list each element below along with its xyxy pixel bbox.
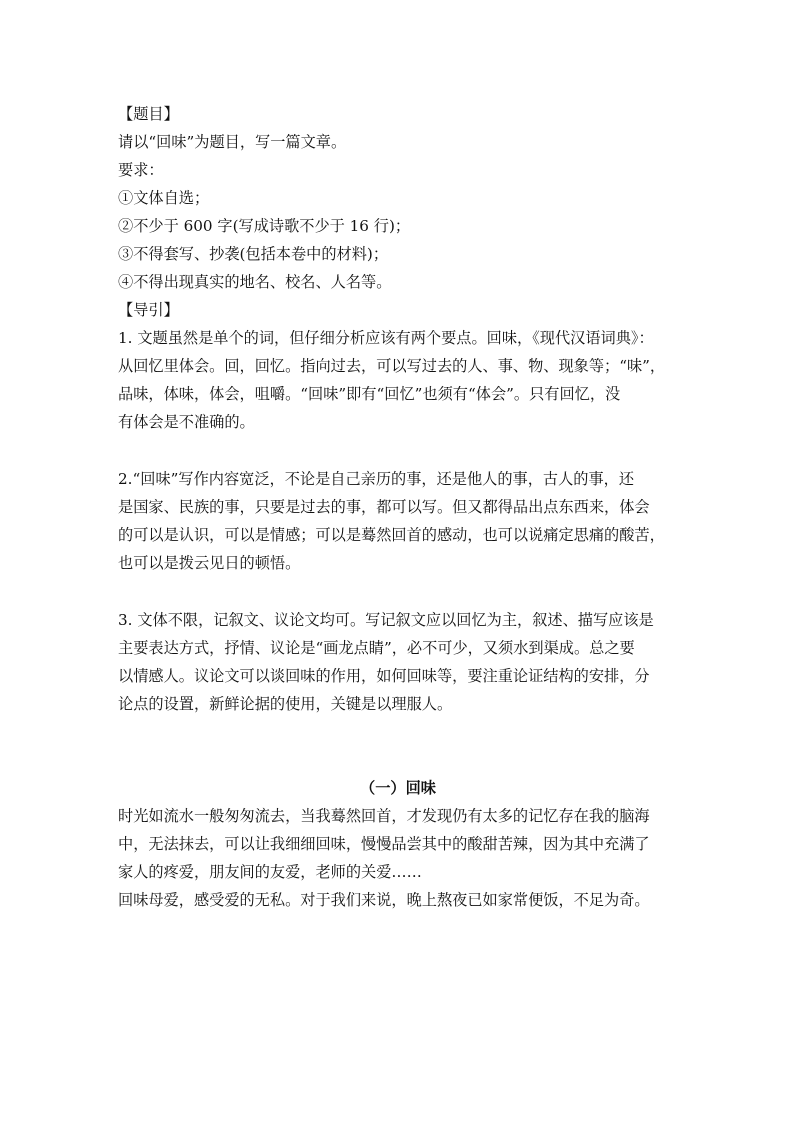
section-spacer xyxy=(118,718,678,774)
document-body xyxy=(118,100,678,914)
essay-line: 回味母爱，感受爱的无私。对于我们来说，晚上熬夜已如家常便饭，不足为奇。 xyxy=(118,891,650,909)
guide-point-line: 有体会是不准确的。 xyxy=(118,413,255,431)
essay-line: 中，无法抹去，可以让我细细回味，慢慢品尝其中的酸甜苦辣，因为其中充满了 xyxy=(118,835,650,853)
requirement-item: ④不得出现真实的地名、校名、人名等。 xyxy=(118,273,392,291)
essay-line: 家人的疼爱，朋友间的友爱，老师的关爱…… xyxy=(118,863,422,881)
guide-point-line: 论点的设置，新鲜论据的使用，关键是以理服人。 xyxy=(118,695,453,713)
essay-title-wrap xyxy=(118,774,678,802)
guide-point-line: 品味，体味，体会，咀嚼。“回味”即有“回忆”也须有“体会”。只有回忆，没 xyxy=(118,385,621,403)
requirement-item: ③不得套写、抄袭(包括本卷中的材料)； xyxy=(118,245,389,263)
guide-point xyxy=(118,324,678,436)
guide-point-line: 从回忆里体会。回，回忆。指向过去，可以写过去的人、事、物、现象等；“味”， xyxy=(118,357,666,375)
guide-point xyxy=(118,606,678,718)
guide-point-line: 主要表达方式，抒情、议论是“画龙点睛”，必不可少，又须水到渠成。总之要 xyxy=(118,639,635,657)
guide-heading: 【导引】 xyxy=(118,301,179,319)
topic-heading: 【题目】 xyxy=(118,105,179,123)
requirement-item: ①文体自选； xyxy=(118,189,210,207)
paragraph-spacer xyxy=(118,577,678,606)
guide-point-line: 的可以是认识，可以是情感；可以是蓦然回首的感动，也可以说痛定思痛的酸苦， xyxy=(118,526,665,544)
guide-point-line: 以情感人。议论文可以谈回味的作用，如何回味等，要注重论证结构的安排，分 xyxy=(118,667,650,685)
guide-point-line: 1. 文题虽然是单个的词，但仔细分析应该有两个要点。回味，《现代汉语词典》： xyxy=(118,329,654,347)
essay-paragraph xyxy=(118,886,678,914)
essay-paragraph xyxy=(118,802,678,886)
guide-point-line: 2.“回味”写作内容宽泛，不论是自己亲历的事，还是他人的事，古人的事，还 xyxy=(118,470,635,488)
topic-section xyxy=(118,100,678,296)
guide-point-line: 也可以是拨云见日的顿悟。 xyxy=(118,554,301,572)
guide-point-line: 是国家、民族的事，只要是过去的事，都可以写。但又都得品出点东西来，体会 xyxy=(118,498,650,516)
essay-section xyxy=(118,774,678,914)
guide-point-line: 3. 文体不限，记叙文、议论文均可。写记叙文应以回忆为主，叙述、描写应该是 xyxy=(118,611,654,629)
guide-section xyxy=(118,296,678,718)
essay-line: 时光如流水一般匆匆流去，当我蓦然回首，才发现仍有太多的记忆存在我的脑海 xyxy=(118,807,650,825)
requirements-label: 要求： xyxy=(118,161,164,179)
topic-prompt: 请以“回味”为题目，写一篇文章。 xyxy=(118,133,347,151)
guide-point xyxy=(118,465,678,577)
paragraph-spacer xyxy=(118,436,678,465)
essay-title: （一）回味 xyxy=(360,779,436,797)
requirement-item: ②不少于 600 字(写成诗歌不少于 16 行)； xyxy=(118,217,411,235)
